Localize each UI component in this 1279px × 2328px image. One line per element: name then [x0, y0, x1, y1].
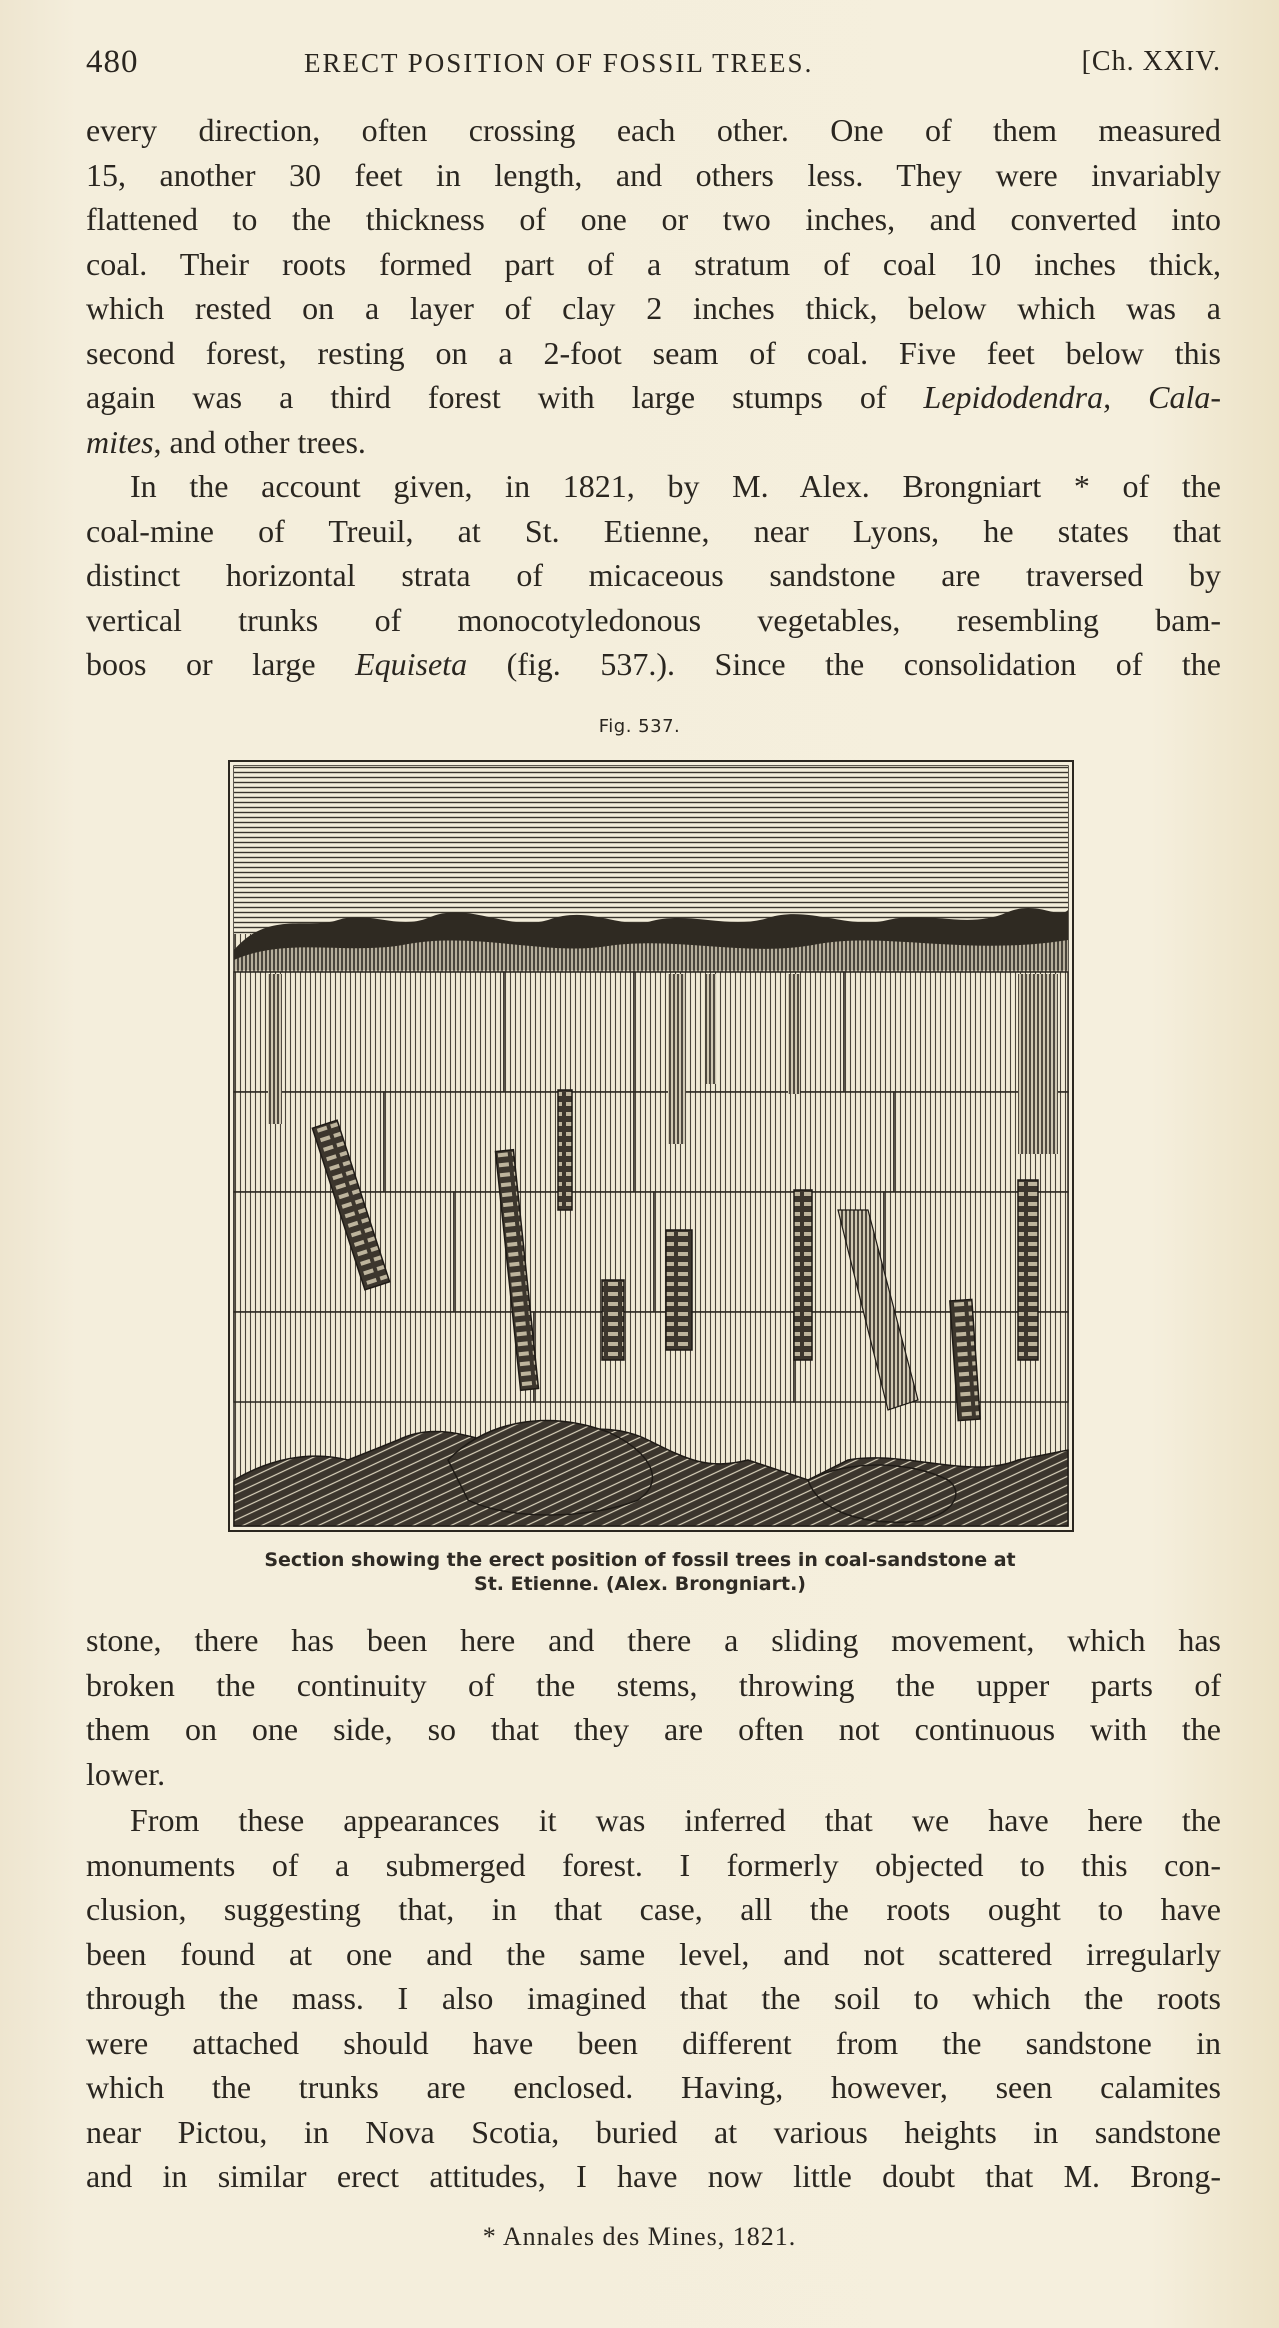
text-line: which rested on a layer of clay 2 inches thick, below which was a	[86, 290, 1221, 326]
text-line: boos or large Equiseta (fig. 537.). Since the consolidation of the	[86, 646, 1221, 682]
text-line: second forest, resting on a 2-foot seam of coal. Five feet below this	[86, 334, 1221, 371]
text-line: were attached should have been different from the sandstone in	[86, 2024, 1221, 2061]
paragraph-2	[86, 464, 1221, 687]
figure-illustration	[228, 760, 1074, 1532]
footnote: * Annales des Mines, 1821.	[482, 2222, 797, 2251]
text-line: coal. Their roots formed part of a stratum of coal 10 inches thick,	[86, 245, 1221, 282]
paragraph-3	[86, 1618, 1221, 1796]
text-line: clusion, suggesting that, in that case, all the roots ought to have	[86, 1891, 1221, 1927]
text-line: lower.	[86, 1755, 166, 1792]
text-line: coal-mine of Treuil, at St. Etienne, near Lyons, he states that	[86, 512, 1221, 549]
text-line: flattened to the thickness of one or two inches, and converted into	[86, 201, 1221, 237]
chapter-label: [Ch. XXIV.	[1081, 46, 1221, 77]
text-line: them on one side, so that they are often not continuous with the	[86, 1711, 1221, 1747]
text-line: every direction, often crossing each other. One of them measured	[86, 112, 1221, 148]
text-line: and in similar erect attitudes, I have now little doubt that M. Brong-	[86, 2158, 1221, 2194]
running-title: ERECT POSITION OF FOSSIL TREES.	[304, 48, 814, 78]
text-line: through the mass. I also imagined that the soil to which the roots	[86, 1980, 1221, 2016]
italic-term: Lepidodendra, Cala-	[923, 379, 1222, 415]
figure-caption	[200, 1548, 1080, 1596]
text-line: 15, another 30 feet in length, and others less. They were invariably	[86, 156, 1221, 193]
italic-term: mites	[86, 423, 154, 460]
caption-line: Section showing the erect position of fossil trees in coal-sandstone at	[264, 1549, 1016, 1571]
running-header	[86, 44, 1221, 88]
text-line: been found at one and the same level, and not scattered irregularly	[86, 1935, 1221, 1972]
italic-term: Equiseta	[355, 646, 468, 682]
paragraph-1	[86, 108, 1221, 464]
caption-line: St. Etienne. (Alex. Brongniart.)	[474, 1573, 806, 1595]
text-line: monuments of a submerged forest. I formerly objected to this con-	[86, 1846, 1221, 1883]
text-line: vertical trunks of monocotyledonous vegetables, resembling bam-	[86, 601, 1221, 638]
text-line: which the trunks are enclosed. Having, however, seen calamites	[86, 2069, 1221, 2105]
figure-label: Fig. 537.	[598, 716, 681, 737]
text-line: broken the continuity of the stems, throwing the upper parts of	[86, 1666, 1221, 1703]
text-line: stone, there has been here and there a sliding movement, which has	[86, 1622, 1221, 1658]
text-line: again was a third forest with large stumps of Lepidodendra, Cala-	[86, 379, 1222, 415]
text-line: distinct horizontal strata of micaceous sandstone are traversed by	[86, 557, 1221, 593]
engraving	[228, 760, 1074, 1532]
text-line: In the account given, in 1821, by M. Alex. Brongniart * of the	[130, 468, 1221, 504]
text-line: near Pictou, in Nova Scotia, buried at various heights in sandstone	[86, 2113, 1221, 2150]
paragraph-4	[86, 1798, 1221, 2199]
text-line: mites, and other trees.	[86, 423, 366, 460]
text-line: From these appearances it was inferred that we have here the	[130, 1802, 1221, 1838]
page-number: 480	[86, 44, 139, 80]
